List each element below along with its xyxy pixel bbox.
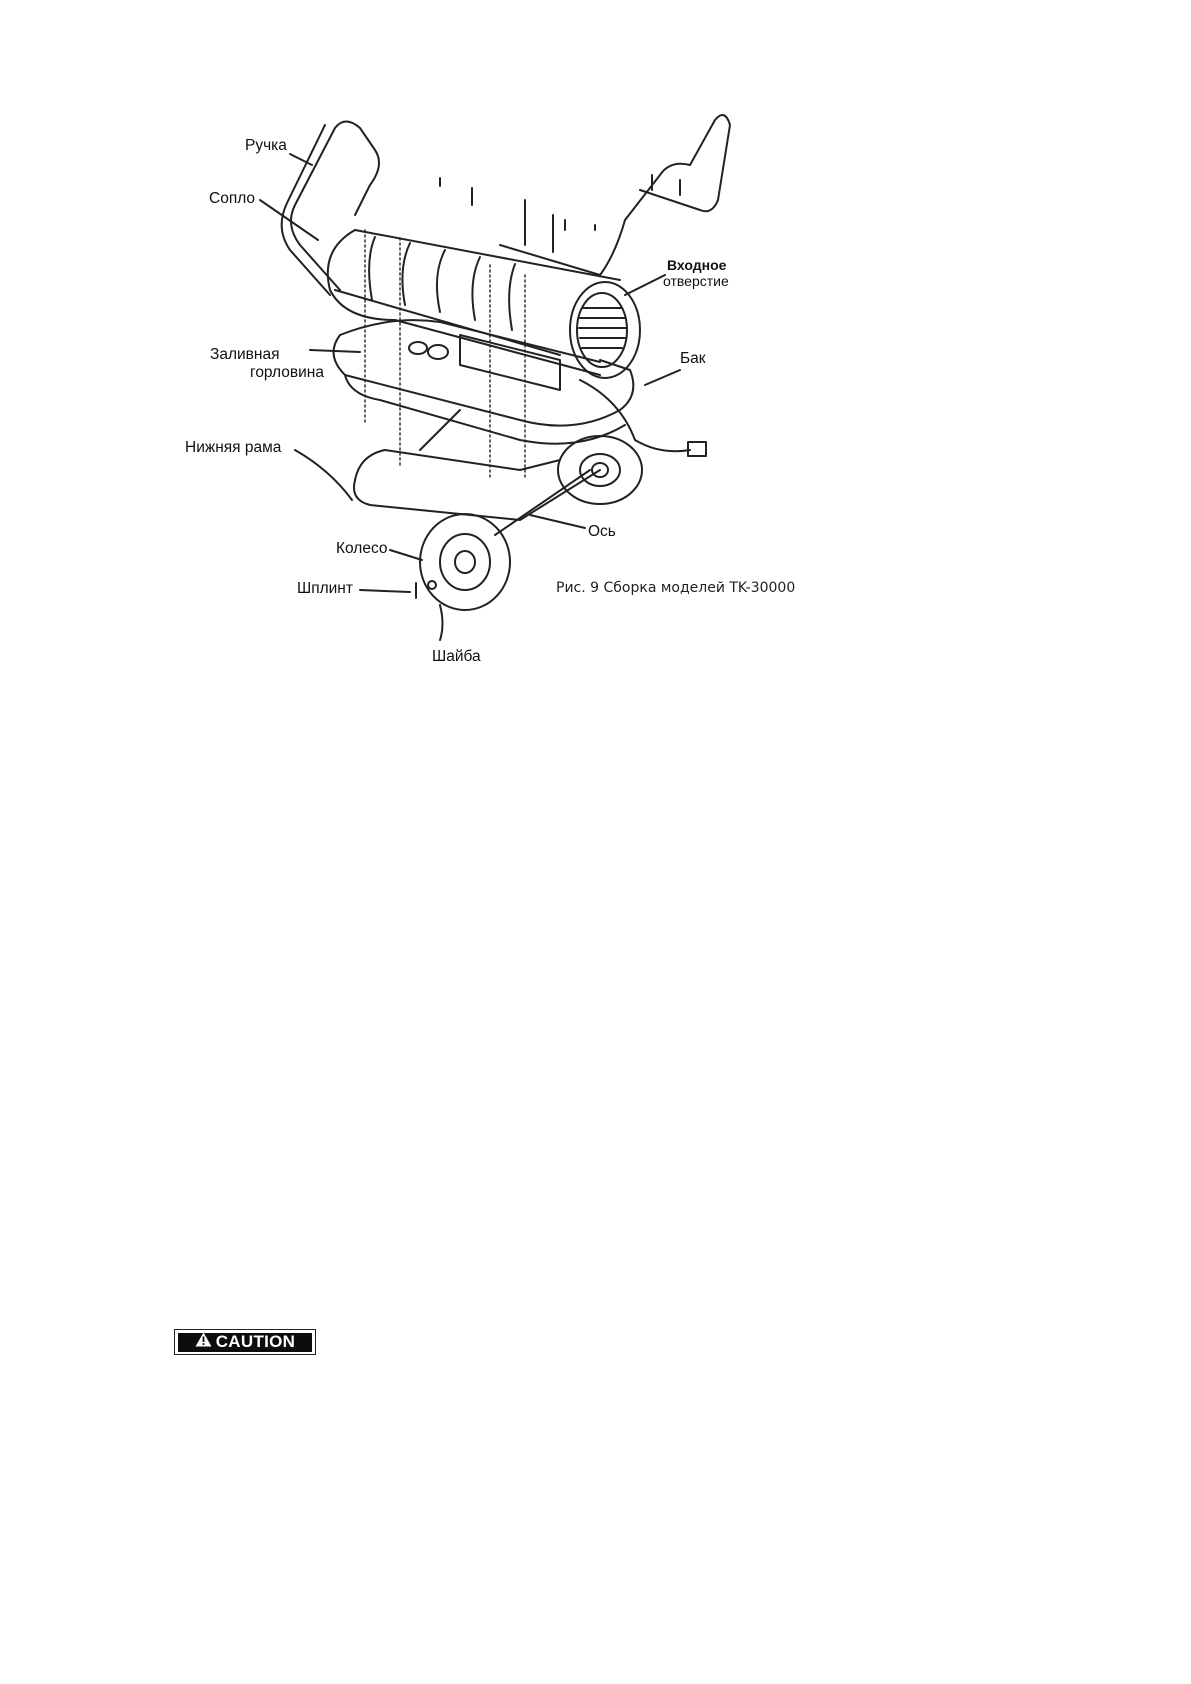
label-axle: Ось	[588, 523, 616, 540]
heater-assembly-drawing	[0, 0, 1191, 680]
figure-caption: Рис. 9 Сборка моделей TK-30000	[556, 580, 796, 596]
warning-triangle-icon	[195, 1332, 212, 1352]
label-washer: Шайба	[432, 648, 481, 665]
label-inlet-line1: Входное	[667, 257, 727, 273]
label-nozzle: Сопло	[209, 190, 256, 207]
label-filler-line1: Заливная	[210, 346, 280, 363]
caution-label: CAUTION	[215, 1332, 296, 1351]
label-tank: Бак	[680, 350, 706, 367]
label-wheel: Колесо	[336, 540, 388, 557]
label-handle: Ручка	[245, 137, 287, 154]
label-filler-line2: горловина	[250, 364, 324, 381]
label-inlet-line2: отверстие	[663, 273, 729, 289]
label-cotter-pin: Шплинт	[297, 580, 353, 597]
label-lower-frame: Нижняя рама	[185, 439, 282, 456]
caution-badge	[174, 1329, 316, 1355]
assembly-figure	[0, 0, 1191, 680]
